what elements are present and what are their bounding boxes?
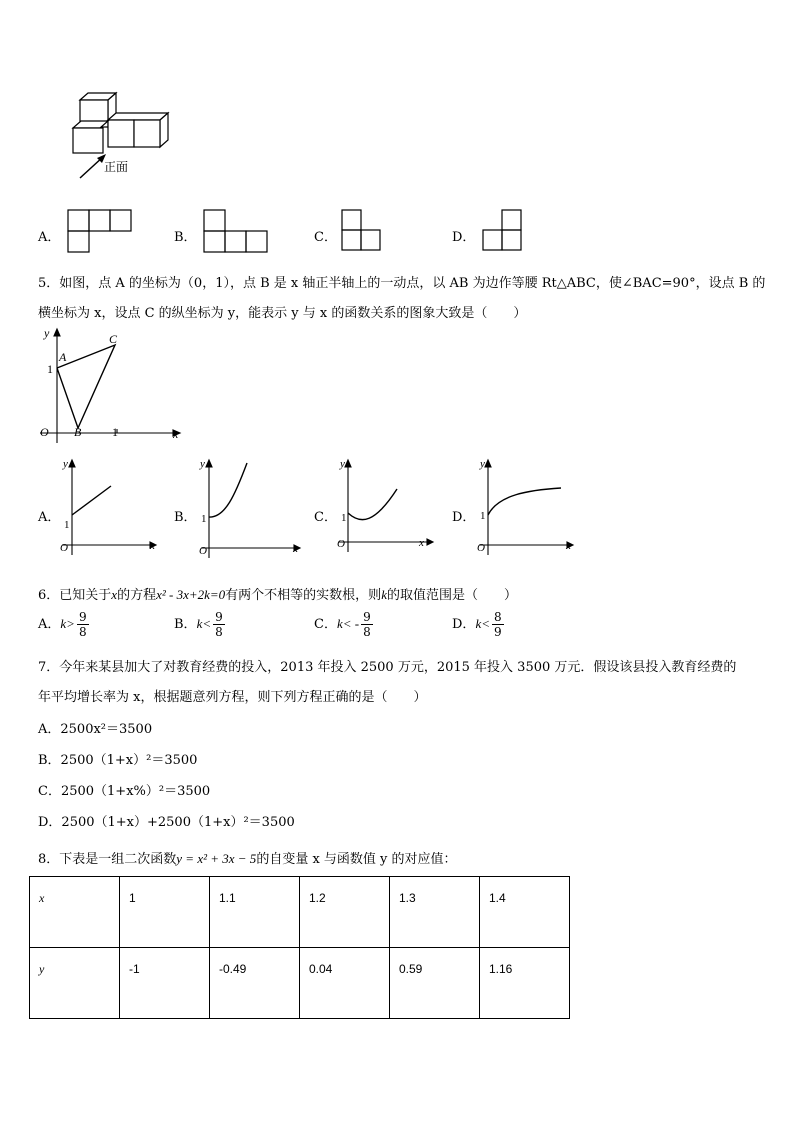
table-cell: 1.3 — [390, 877, 480, 948]
q7-option-c[interactable]: C．2500（1+x%）²＝3500 — [38, 784, 211, 799]
q5-fig-point-c: C — [109, 332, 118, 346]
q4-option-c-label: C． — [314, 230, 337, 245]
q5-fig-origin: O — [40, 425, 49, 439]
q5d-one: 1 — [480, 510, 486, 522]
q8-value-table — [29, 876, 570, 1019]
q4-option-a-shape[interactable] — [67, 209, 133, 253]
q5a-y-label: y — [63, 458, 68, 470]
table-cell: 0.59 — [390, 948, 480, 1019]
q7-option-b[interactable]: B．2500（1+x）²＝3500 — [38, 753, 198, 768]
q5-fig-point-b: B — [74, 425, 82, 439]
q4-option-c-shape[interactable] — [341, 209, 385, 253]
q5-option-b-graph[interactable] — [195, 455, 305, 560]
table-cell: 1.2 — [300, 877, 390, 948]
q5a-one: 1 — [64, 519, 70, 531]
q6-option-d[interactable]: D．k< $\frac{8}{9}$ — [452, 610, 502, 639]
q5b-one: 1 — [201, 513, 207, 525]
q5a-origin: O — [60, 542, 68, 554]
table-cell: 1.4 — [480, 877, 570, 948]
q5-option-b-label: B． — [174, 510, 197, 525]
q5-fig-point-a: A — [59, 350, 67, 364]
q6-question: 6．已知关于x的方程x² - 3x+2k=0有两个不相等的实数根，则k的取值范围是（ ） — [38, 587, 517, 603]
q5-option-c-graph[interactable] — [333, 455, 438, 555]
q4-option-d-shape[interactable] — [481, 209, 525, 253]
table-cell: 1.16 — [480, 948, 570, 1019]
table-cell: x — [30, 877, 120, 948]
q6-option-c[interactable]: C．k< - $\frac{9}{8}$ — [314, 610, 371, 639]
q8-question: 8．下表是一组二次函数y = x² + 3x − 5的自变量 x 与函数值 y 的对应值： — [38, 851, 457, 867]
q4-option-a-label: A． — [38, 230, 61, 245]
q5d-origin: O — [477, 542, 485, 554]
q7-text-line1: 7．今年来某县加大了对教育经费的投入，2013 年投入 2500 万元，2015 年投入 3500 万元．假设该县投入教育经费的 — [38, 660, 737, 675]
table-cell: 1 — [120, 877, 210, 948]
q5-option-d-label: D． — [452, 510, 476, 525]
q6-option-b[interactable]: B．k< $\frac{9}{8}$ — [174, 610, 223, 639]
q5c-x-label: x — [419, 537, 424, 549]
table-cell: y — [30, 948, 120, 1019]
q5-text-line2: 横坐标为 x，设点 C 的纵坐标为 y，能表示 y 与 x 的函数关系的图象大致是（ ） — [38, 306, 527, 321]
q7-option-d[interactable]: D．2500（1+x）+2500（1+x）²＝3500 — [38, 815, 295, 830]
q5-fig-x-label: x — [173, 427, 179, 441]
q5-figure — [30, 325, 190, 445]
table-row — [30, 877, 570, 948]
table-cell: -1 — [120, 948, 210, 1019]
q5-option-a-graph[interactable] — [56, 455, 161, 560]
table-cell: 0.04 — [300, 948, 390, 1019]
table-cell: -0.49 — [210, 948, 300, 1019]
q5d-y-label: y — [480, 458, 485, 470]
q5d-x-label: x — [566, 540, 571, 552]
q5b-x-label: x — [293, 543, 298, 555]
q5-option-d-graph[interactable] — [473, 455, 578, 560]
q7-option-a[interactable]: A．2500x²＝3500 — [38, 722, 153, 737]
q4-option-d-label: D． — [452, 230, 476, 245]
q5-fig-y-label: y — [44, 326, 50, 340]
q5-fig-one-x: 1 — [112, 425, 118, 439]
q7-text-line2: 年平均增长率为 x，根据题意列方程，则下列方程正确的是（ ） — [38, 690, 427, 705]
q5-fig-one-y: 1 — [47, 362, 53, 376]
q4-option-b-label: B． — [174, 230, 197, 245]
q5b-origin: O — [199, 545, 207, 557]
q5b-y-label: y — [200, 458, 205, 470]
q4-option-b-shape[interactable] — [203, 209, 269, 253]
q5c-origin: O — [337, 538, 345, 550]
q5-option-a-label: A． — [38, 510, 61, 525]
table-cell: 1.1 — [210, 877, 300, 948]
q5-option-c-label: C． — [314, 510, 337, 525]
front-label: 正面 — [104, 160, 129, 174]
q5c-one: 1 — [341, 512, 347, 524]
q5-text-line1: 5．如图，点 A 的坐标为（0，1），点 B 是 x 轴正半轴上的一动点，以 AB 为边作等腰 Rt△ABC，使∠BAC=90°，设点 B 的 — [38, 276, 766, 291]
table-row — [30, 948, 570, 1019]
q6-option-a[interactable]: A．k> $\frac{9}{8}$ — [38, 610, 87, 639]
q5c-y-label: y — [340, 458, 345, 470]
q5a-x-label: x — [150, 540, 155, 552]
